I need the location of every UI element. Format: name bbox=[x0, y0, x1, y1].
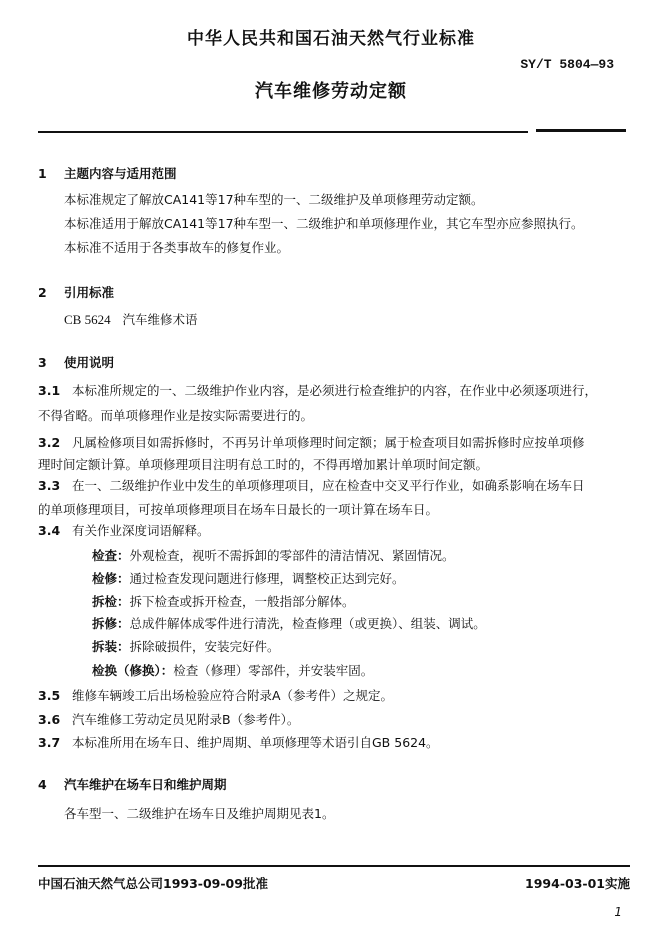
footer-rule bbox=[38, 865, 630, 867]
clause-number: 3.4 bbox=[38, 523, 61, 538]
section-number: 2 bbox=[38, 285, 47, 300]
section-4-paragraph: 各车型一、二级维护在场车日及维护周期见表1。 bbox=[64, 806, 335, 821]
document-title: 汽车维修劳动定额 bbox=[255, 81, 407, 102]
clause-3-3-line bbox=[38, 476, 585, 494]
term-description: 拆下检查或拆开检查，一般指部分解体。 bbox=[129, 594, 355, 609]
header-rule-right bbox=[536, 129, 626, 132]
clause-text: 本标准所规定的一、二级维护作业内容，是必须进行检查维护的内容，在作业中必须逐项进行， bbox=[72, 383, 598, 398]
section-4-heading bbox=[38, 775, 227, 793]
section-1-heading bbox=[38, 164, 177, 182]
clause-number: 3.3 bbox=[38, 478, 61, 493]
term-label: 检修： bbox=[92, 571, 130, 586]
section-1-paragraph: 本标准规定了解放CA141等17种车型的一、二级维护及单项修理劳动定额。 bbox=[64, 192, 484, 207]
referenced-standard-title: 汽车维修术语 bbox=[122, 312, 198, 327]
clause-3-1-continuation: 不得省略。而单项修理作业是按实际需要进行的。 bbox=[38, 408, 314, 423]
approval-note: 中国石油天然气总公司1993-09-09批准 bbox=[38, 876, 268, 891]
term-definition bbox=[92, 569, 405, 587]
term-description: 外观检查，视听不需拆卸的零部件的清洁情况、紧固情况。 bbox=[129, 548, 455, 563]
clause-3-4-line bbox=[38, 521, 210, 539]
clause-text: 维修车辆竣工后出场检验应符合附录A（参考件）之规定。 bbox=[72, 688, 394, 703]
section-1-paragraph: 本标准不适用于各类事故车的修复作业。 bbox=[64, 240, 290, 255]
clause-number: 3.1 bbox=[38, 383, 61, 398]
section-title: 汽车维护在场车日和维护周期 bbox=[64, 777, 227, 792]
clause-3-7-line bbox=[38, 733, 439, 751]
clause-number: 3.5 bbox=[38, 688, 61, 703]
term-label: 检查： bbox=[92, 548, 130, 563]
referenced-standard bbox=[64, 310, 198, 328]
term-label: 检换（修换）： bbox=[92, 663, 174, 678]
clause-3-6-line bbox=[38, 710, 299, 728]
section-title: 引用标准 bbox=[64, 285, 115, 300]
clause-3-1-line bbox=[38, 381, 597, 399]
clause-3-2-continuation: 理时间定额计算。单项修理项目注明有总工时的，不得再增加累计单项时间定额。 bbox=[38, 457, 489, 472]
header-rule-left bbox=[38, 131, 528, 133]
clause-text: 在一、二级维护作业中发生的单项修理项目，应在检查中交叉平行作业，如确系影响在场车日 bbox=[72, 478, 585, 493]
term-definition bbox=[92, 614, 486, 632]
clause-text: 本标准所用在场车日、维护周期、单项修理等术语引自GB 5624。 bbox=[72, 735, 439, 750]
clause-number: 3.2 bbox=[38, 435, 61, 450]
term-definition bbox=[92, 637, 280, 655]
term-label: 拆装： bbox=[92, 639, 130, 654]
clause-number: 3.6 bbox=[38, 712, 61, 727]
term-label: 拆修： bbox=[92, 616, 130, 631]
clause-text: 汽车维修工劳动定员见附录B（参考件）。 bbox=[72, 712, 300, 727]
clause-text: 有关作业深度词语解释。 bbox=[72, 523, 210, 538]
clause-3-2-line bbox=[38, 433, 585, 451]
section-number: 1 bbox=[38, 166, 47, 181]
clause-3-5-line bbox=[38, 686, 393, 704]
section-number: 3 bbox=[38, 355, 47, 370]
section-1-paragraph: 本标准适用于解放CA141等17种车型一、二级维护和单项修理作业，其它车型亦应参照执行。 bbox=[64, 216, 584, 231]
standard-category-header: 中华人民共和国石油天然气行业标准 bbox=[187, 29, 475, 49]
referenced-standard-code: CB 5624 bbox=[64, 312, 111, 327]
term-description: 总成件解体成零件进行清洗，检查修理（或更换）、组装、调试。 bbox=[129, 616, 486, 631]
section-2-heading bbox=[38, 283, 114, 301]
section-title: 使用说明 bbox=[64, 355, 115, 370]
section-number: 4 bbox=[38, 777, 47, 792]
standard-code: SY/T 5804—93 bbox=[520, 57, 614, 72]
term-description: 拆除破损件，安装完好件。 bbox=[129, 639, 280, 654]
term-definition bbox=[92, 592, 355, 610]
section-title: 主题内容与适用范围 bbox=[64, 166, 177, 181]
term-description: 通过检查发现问题进行修理，调整校正达到完好。 bbox=[129, 571, 405, 586]
term-label: 拆检： bbox=[92, 594, 130, 609]
term-definition bbox=[92, 661, 373, 679]
page-number: 1 bbox=[614, 905, 622, 919]
clause-3-3-continuation: 的单项修理项目，可按单项修理项目在场车日最长的一项计算在场车日。 bbox=[38, 502, 439, 517]
clause-text: 凡属检修项目如需拆修时，不再另计单项修理时间定额；属于检查项目如需拆修时应按单项修 bbox=[72, 435, 585, 450]
clause-number: 3.7 bbox=[38, 735, 61, 750]
effective-date: 1994-03-01实施 bbox=[525, 876, 630, 891]
term-description: 检查（修理）零部件，并安装牢固。 bbox=[173, 663, 374, 678]
term-definition bbox=[92, 546, 455, 564]
section-3-heading bbox=[38, 353, 114, 371]
